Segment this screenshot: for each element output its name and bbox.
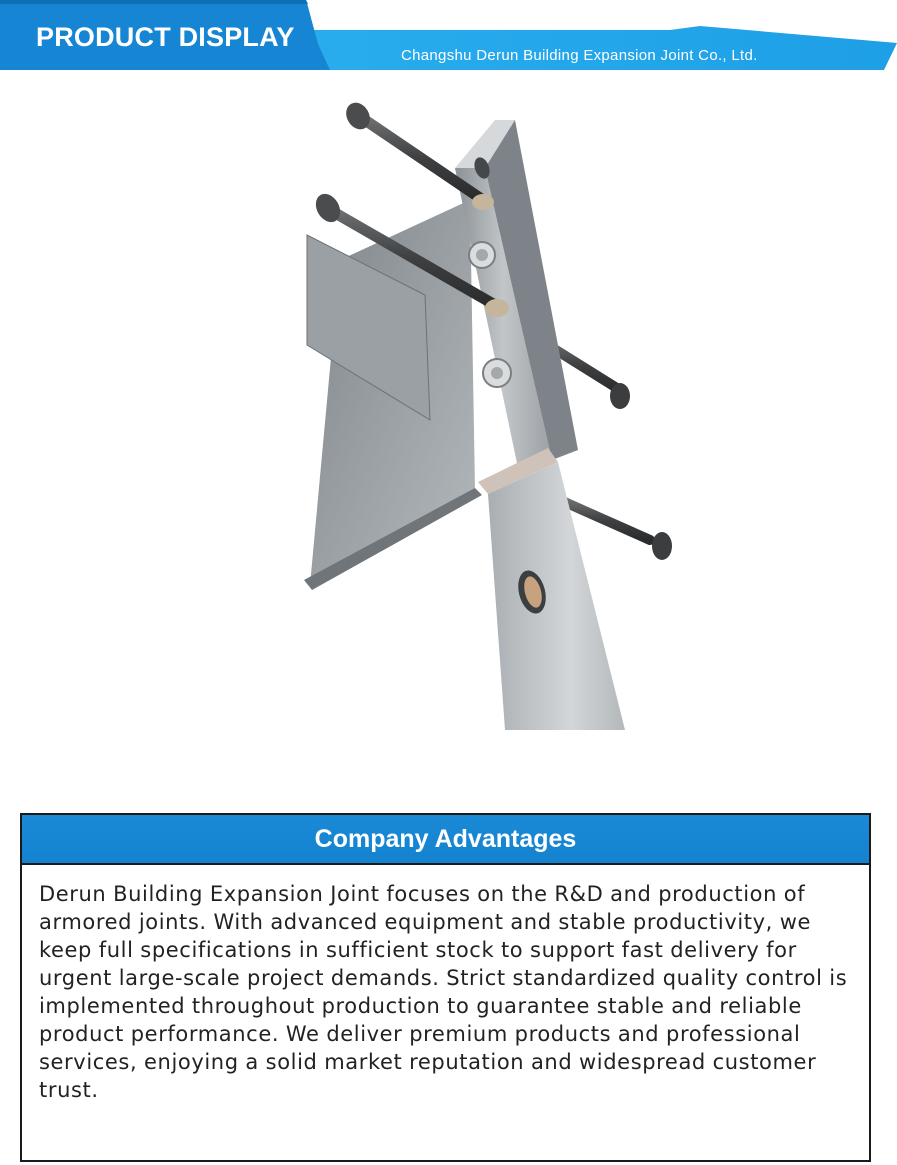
- product-image: [290, 90, 690, 740]
- company-advantages-box: [20, 813, 871, 1162]
- armored-expansion-joint-icon: [290, 90, 690, 740]
- company-name: Changshu Derun Building Expansion Joint Co., Ltd.: [401, 47, 758, 64]
- advantages-text: Derun Building Expansion Joint focuses on the R&D and production of armored joints. With advanced equipment and stable productivity, we keep full specifications in sufficient stock to support fast delivery for urgent large-scale project demands. Strict standardized quality control is implemented throughout production to guarantee stable and reliable product performance. We deliver premium products and professional services, enjoying a solid market reputation and widespread customer trust.: [39, 882, 848, 1102]
- page-title: PRODUCT DISPLAY: [36, 22, 295, 52]
- advantages-header: [22, 815, 869, 865]
- header-banner: [0, 0, 897, 74]
- advantages-title: Company Advantages: [314, 824, 577, 853]
